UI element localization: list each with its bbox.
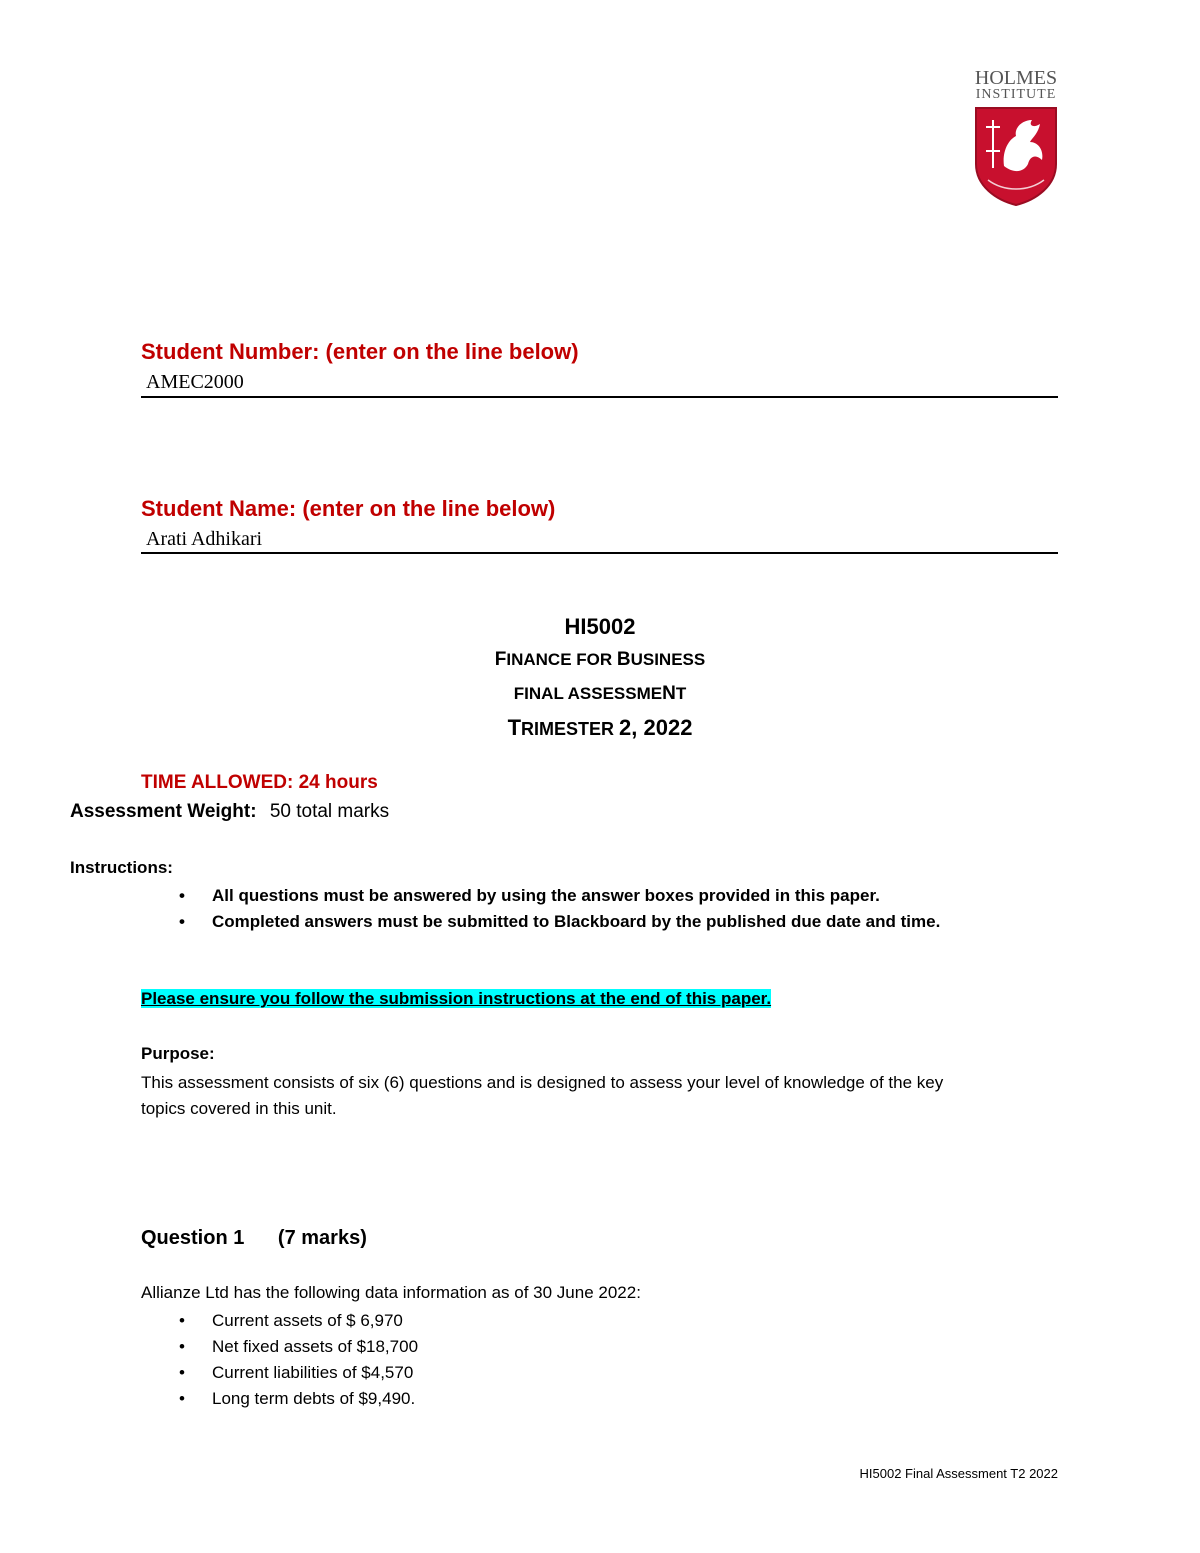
unit-title-part2: INANCE FOR xyxy=(506,650,617,669)
assessment-title-part3: T xyxy=(675,684,687,703)
holmes-institute-logo xyxy=(970,68,1062,208)
question-1-item: Net fixed assets of $18,700 xyxy=(212,1337,419,1356)
question-1-title xyxy=(141,1227,367,1250)
trimester-part1: T xyxy=(507,715,522,740)
bullet-icon: • xyxy=(179,1311,185,1330)
unit-title-part3: B xyxy=(616,649,631,670)
instructions-heading: Instructions: xyxy=(70,858,173,877)
purpose-heading: Purpose: xyxy=(141,1044,215,1063)
assessment-title-part1: FINAL ASSESSME xyxy=(513,684,663,703)
submission-notice-text: Please ensure you follow the submission instructions at the end of this paper. xyxy=(141,989,772,1008)
purpose-text xyxy=(141,1070,943,1122)
assessment-title-part2: N xyxy=(662,683,676,704)
question-1-item: Current liabilities of $4,570 xyxy=(212,1363,414,1382)
shield-griffin-icon xyxy=(974,106,1058,206)
assessment-title xyxy=(0,682,1200,707)
list-item xyxy=(141,909,1101,935)
list-item xyxy=(141,1386,1041,1412)
instruction-text: All questions must be answered by using the answer boxes provided in this paper. xyxy=(212,886,880,905)
bullet-icon: • xyxy=(179,1389,185,1408)
trimester-part3: 2, 2022 xyxy=(619,715,693,740)
time-allowed: TIME ALLOWED: 24 hours xyxy=(141,772,378,793)
student-number-underline xyxy=(141,396,1058,398)
question-1-item: Long term debts of $9,490. xyxy=(212,1389,416,1408)
logo-line2: INSTITUTE xyxy=(975,87,1057,102)
unit-title xyxy=(0,648,1200,673)
logo-line1: HOLMES xyxy=(974,67,1058,89)
list-item xyxy=(141,1334,1041,1360)
question-1-item: Current assets of $ 6,970 xyxy=(212,1311,403,1330)
question-1-list xyxy=(141,1308,1041,1412)
list-item xyxy=(141,1308,1041,1334)
student-number-field[interactable]: AMEC2000 xyxy=(146,371,244,393)
submission-notice xyxy=(141,989,771,1009)
assessment-weight-label: Assessment Weight: xyxy=(70,801,257,822)
student-name-field[interactable]: Arati Adhikari xyxy=(146,528,263,550)
purpose-line1: This assessment consists of six (6) questions and is designed to assess your level of knowledge of the key xyxy=(141,1073,944,1092)
trimester-part2: RIMESTER xyxy=(521,719,620,739)
instructions-list xyxy=(141,883,1101,935)
page-footer: HI5002 Final Assessment T2 2022 xyxy=(859,1466,1058,1481)
bullet-icon: • xyxy=(179,1337,185,1356)
question-1-intro: Allianze Ltd has the following data information as of 30 June 2022: xyxy=(141,1283,641,1302)
trimester-title xyxy=(0,714,1200,745)
student-number-label: Student Number: (enter on the line below) xyxy=(141,339,579,364)
list-item xyxy=(141,1360,1041,1386)
question-1-marks: (7 marks) xyxy=(277,1227,367,1249)
list-item xyxy=(141,883,1101,909)
assessment-weight xyxy=(70,801,389,823)
bullet-icon: • xyxy=(179,886,185,905)
unit-title-part4: USINESS xyxy=(630,650,706,669)
student-name-label: Student Name: (enter on the line below) xyxy=(141,496,556,521)
unit-title-part1: F xyxy=(494,649,507,670)
purpose-line2: topics covered in this unit. xyxy=(141,1099,337,1118)
bullet-icon: • xyxy=(179,912,185,931)
assessment-weight-value: 50 total marks xyxy=(269,801,390,822)
student-name-underline xyxy=(141,552,1058,554)
bullet-icon: • xyxy=(179,1363,185,1382)
question-1-label: Question 1 xyxy=(141,1227,245,1249)
instruction-text: Completed answers must be submitted to Blackboard by the published due date and time. xyxy=(212,912,941,931)
unit-code: HI5002 xyxy=(564,614,636,639)
